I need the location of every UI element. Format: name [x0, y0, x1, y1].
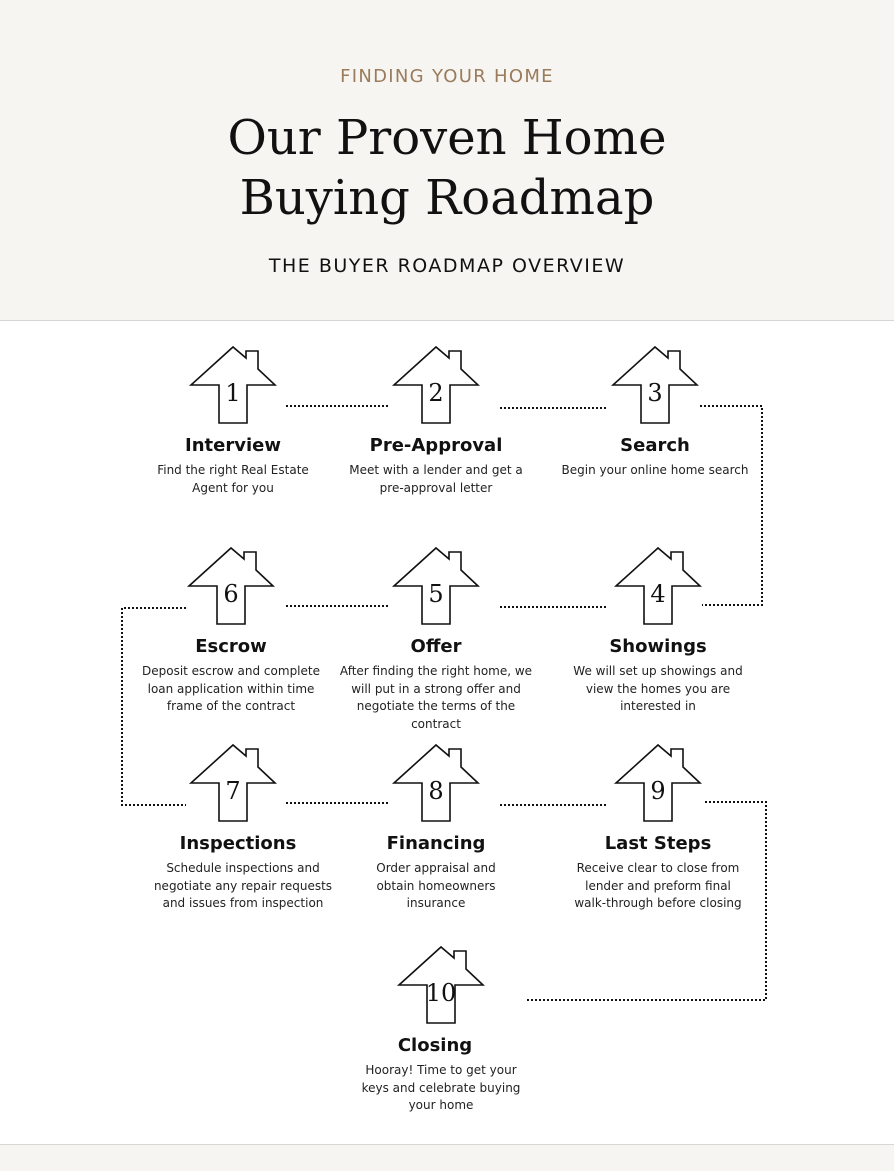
step-number: 10 [425, 979, 457, 1007]
roadmap-step-5 [331, 546, 541, 733]
step-title: Closing [397, 1035, 473, 1056]
house-container [126, 546, 336, 626]
step-number: 1 [225, 379, 241, 407]
page-subtitle: THE BUYER ROADMAP OVERVIEW [268, 255, 626, 277]
step-description: We will set up showings and view the homes you are interested in [573, 664, 743, 713]
step-number: 9 [650, 777, 666, 805]
house-container [553, 546, 763, 626]
house-container [553, 743, 763, 823]
house-container [128, 345, 338, 425]
step-number: 7 [225, 777, 241, 805]
house-container [331, 546, 541, 626]
footer-band [0, 1144, 894, 1171]
house-container [336, 945, 546, 1025]
house-container [331, 743, 541, 823]
page-title-line-1: Our Proven Home [227, 110, 667, 166]
roadmap-step-1 [128, 345, 338, 497]
step-title: Last Steps [604, 833, 712, 854]
step-number: 8 [428, 777, 444, 805]
roadmap-step-4 [553, 546, 763, 716]
step-description: Receive clear to close from lender and preform final walk-through before closing [574, 861, 742, 910]
step-description: Schedule inspections and negotiate any repair requests and issues from inspection [153, 861, 333, 910]
step-description: Deposit escrow and complete loan application within time frame of the contract [141, 664, 320, 713]
step-description: Hooray! Time to get your keys and celebrate buying your home [361, 1063, 521, 1112]
roadmap-step-3 [550, 345, 760, 480]
step-number: 2 [428, 379, 444, 407]
step-title: Pre-Approval [369, 435, 503, 456]
step-description: Meet with a lender and get a pre-approval letter [349, 463, 523, 495]
step-number: 4 [650, 580, 666, 608]
roadmap-step-9 [553, 743, 763, 913]
step-description: Find the right Real Estate Agent for you [157, 463, 309, 495]
step-title: Interview [185, 435, 281, 456]
step-description: Order appraisal and obtain homeowners insurance [376, 861, 496, 910]
roadmap-step-10 [336, 945, 546, 1115]
step-title: Search [620, 435, 690, 456]
step-title: Offer [410, 636, 462, 657]
step-number: 3 [647, 379, 663, 407]
step-title: Escrow [195, 636, 267, 657]
roadmap-step-8 [331, 743, 541, 913]
step-number: 5 [428, 580, 444, 608]
eyebrow-label: FINDING YOUR HOME [340, 66, 554, 87]
step-description: Begin your online home search [561, 463, 749, 477]
house-container [331, 345, 541, 425]
house-container [550, 345, 760, 425]
step-number: 6 [223, 580, 239, 608]
roadmap-step-6 [126, 546, 336, 716]
roadmap-step-2 [331, 345, 541, 497]
step-description: After finding the right home, we will put in a strong offer and negotiate the terms of the contract [339, 664, 533, 731]
roadmap-step-7 [128, 743, 338, 913]
house-container [128, 743, 338, 823]
page-title-line-2: Buying Roadmap [239, 170, 655, 226]
step-title: Inspections [179, 833, 297, 854]
step-title: Financing [386, 833, 486, 854]
step-title: Showings [609, 636, 707, 657]
